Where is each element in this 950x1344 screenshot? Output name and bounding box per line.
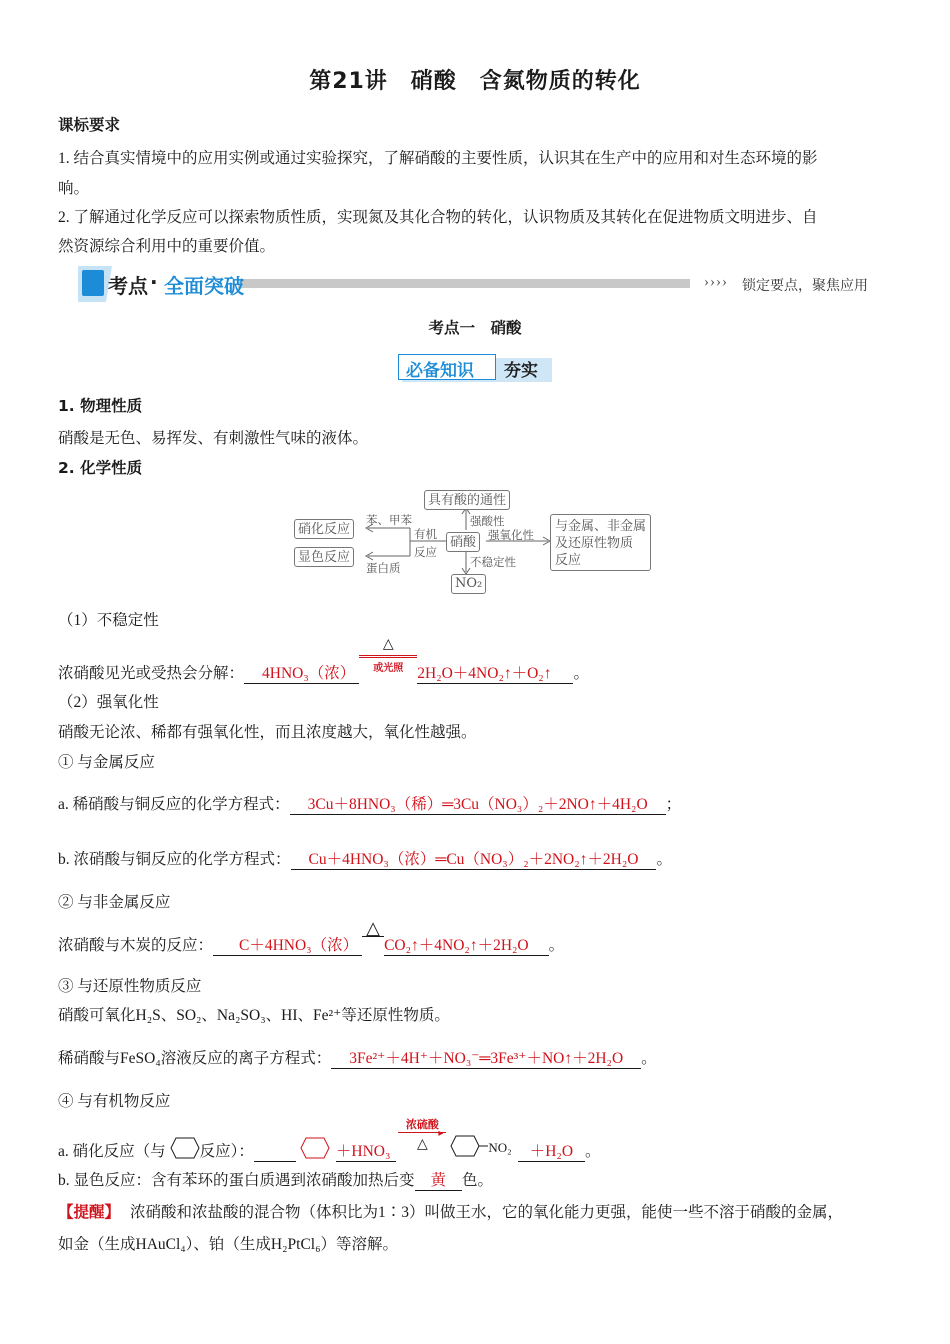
- tip-text-2: 如金（生成HAuCl₄）、铂（生成H₂PtCl₆）等溶解。: [58, 1236, 399, 1253]
- physical-heading-text: . 物理性质: [68, 397, 143, 415]
- carbon-rhs: CO₂↑＋4NO₂↑＋2H₂O: [384, 937, 549, 956]
- dilute-copper-end: ；: [665, 796, 682, 813]
- diagram-label-qiangsuan: 强酸性: [470, 516, 505, 528]
- knowledge-tag: [398, 352, 554, 382]
- conc-copper-line: [58, 847, 672, 870]
- dilute-copper-equation: 3Cu＋8HNO₃（稀）═3Cu（NO₃）₂＋2NO↑＋4H₂O: [290, 796, 666, 815]
- dilute-copper-prefix: a. 稀硝酸与铜反应的化学方程式：: [58, 796, 290, 813]
- nitration-cond-bottom: △: [417, 1137, 428, 1152]
- color-reaction-prefix: b. 显色反应：含有苯环的蛋白质遇到浓硝酸加热后变: [58, 1172, 415, 1189]
- diagram-box-center: 硝酸: [446, 532, 480, 552]
- nitric-acid-diagram: [290, 486, 660, 596]
- nitration-mid: 反应）：: [199, 1143, 254, 1160]
- chemical-heading-num: 2: [58, 459, 69, 477]
- carbon-lhs: C＋4HNO₃（浓）: [213, 937, 362, 956]
- carbon-condition: [362, 918, 384, 950]
- conc-copper-prefix: b. 浓硝酸与铜反应的化学方程式：: [58, 851, 291, 868]
- tip-label: 【提醒】: [58, 1203, 121, 1221]
- instability-heading: （1）不稳定性: [58, 612, 159, 629]
- diagram-box-color: 显色反应: [294, 547, 354, 567]
- carbon-line: [58, 918, 565, 956]
- nitration-line: [58, 1119, 601, 1162]
- requirements-heading: 课标要求: [58, 116, 121, 134]
- instability-prefix: 浓硝酸见光或受热会分解：: [58, 665, 245, 682]
- organic-heading: ④ 与有机物反应: [58, 1093, 171, 1110]
- instability-arrow: [359, 655, 417, 658]
- oxidation-heading: （2）强氧化性: [58, 694, 159, 711]
- tip-text-1: 浓硝酸和浓盐酸的混合物（体积比为1∶3）叫做王水，它的氧化能力更强，能使一些不溶于硝酸的金属，: [130, 1204, 844, 1221]
- ferrous-equation: 3Fe²⁺＋4H⁺＋NO₃⁻═3Fe³⁺＋NO↑＋2H₂O: [331, 1050, 641, 1069]
- carbon-prefix: 浓硝酸与木炭的反应：: [58, 937, 214, 954]
- instability-cond-bottom: 或光照: [373, 663, 404, 674]
- nitration-prefix: a. 硝化反应（与: [58, 1143, 166, 1160]
- diagram-label-qiangyang: 强氧化性: [488, 530, 534, 542]
- color-reaction-answer: 黄: [415, 1172, 463, 1191]
- ferrous-end: 。: [641, 1050, 657, 1067]
- benzene-icon: [166, 1143, 200, 1161]
- diagram-box-top: 具有酸的通性: [424, 490, 510, 510]
- diagram-label-buwending: 不稳定性: [470, 557, 516, 569]
- nitration-group: NO₂: [488, 1140, 512, 1155]
- instability-end: 。: [573, 665, 589, 682]
- nitration-product: ＋H₂O: [518, 1143, 585, 1162]
- chemical-heading-text: . 化学性质: [68, 459, 143, 477]
- diagram-label-youji: 有机: [414, 529, 437, 541]
- benzene-reactant-icon: [296, 1143, 336, 1161]
- knowledge-tag-suffix: 夯实: [504, 361, 538, 381]
- nitration-cond-top: 浓硫酸: [405, 1119, 439, 1131]
- conc-copper-end: 。: [656, 851, 672, 868]
- diagram-label-fanying: 反应: [414, 547, 437, 559]
- carbon-arrow: [362, 936, 384, 937]
- banner-label-quanmian: 全面突破: [164, 274, 244, 298]
- diagram-right-line-3: 反应: [555, 552, 582, 567]
- dilute-copper-line: [58, 792, 681, 815]
- banner-slogan: 锁定要点，聚焦应用: [742, 278, 868, 294]
- nitration-blank: [254, 1143, 296, 1162]
- section-title: 考点一 硝酸: [428, 319, 522, 337]
- instability-cond-top: △: [382, 637, 394, 652]
- requirement-2-line-b: 然资源综合利用中的重要价值。: [58, 238, 276, 255]
- diagram-label-benjia: 苯、甲苯: [366, 515, 412, 527]
- diagram-right-line-2: 及还原性物质: [555, 535, 634, 550]
- nitration-end: 。: [585, 1143, 601, 1160]
- diagram-box-right: [550, 514, 651, 571]
- nitration-arrowhead: ▸: [438, 1128, 444, 1139]
- nitrobenzene-ring-icon: [448, 1143, 488, 1161]
- banner-arrows: ››››: [704, 274, 728, 290]
- carbon-cond-delta: △: [366, 918, 381, 938]
- diagram-right-line-1: 与金属、非金属: [555, 518, 647, 533]
- ferrous-line: [58, 1046, 657, 1069]
- physical-heading-num: 1: [58, 397, 69, 415]
- instability-condition: [359, 637, 417, 678]
- diagram-box-no2: NO₂: [451, 574, 486, 594]
- banner-label-kaodian: 考点: [108, 274, 148, 298]
- nitration-condition: [396, 1119, 448, 1156]
- diagram-label-danbai: 蛋白质: [366, 563, 401, 575]
- tip-line-1: [58, 1200, 843, 1222]
- diagram-box-nitration: 硝化反应: [294, 519, 354, 539]
- instability-lhs: 4HNO₃（浓）: [244, 665, 359, 684]
- knowledge-tag-label: 必备知识: [406, 361, 474, 381]
- physical-heading: [58, 394, 142, 416]
- color-reaction-line: [58, 1168, 493, 1191]
- reducing-heading: ③ 与还原性物质反应: [58, 978, 202, 995]
- instability-rhs: 2H₂O＋4NO₂↑＋O₂↑: [417, 665, 573, 684]
- physical-text: 硝酸是无色、易挥发、有刺激性气味的液体。: [58, 430, 369, 447]
- carbon-end: 。: [548, 937, 565, 954]
- requirement-2-line-a: 2. 了解通过化学反应可以探索物质性质，实现氮及其化合物的转化，认识物质及其转化在促进物质文明进步、自: [58, 209, 818, 226]
- ferrous-prefix: 稀硝酸与FeSO₄溶液反应的离子方程式：: [58, 1050, 332, 1067]
- conc-copper-equation: Cu＋4HNO₃（浓）═Cu（NO₃）₂＋2NO₂↑＋2H₂O: [291, 851, 657, 870]
- metal-heading: ① 与金属反应: [58, 754, 155, 771]
- reducing-text: 硝酸可氧化H₂S、SO₂、Na₂SO₃、HI、Fe²⁺等还原性物质。: [58, 1007, 450, 1024]
- requirement-1-line-b: 响。: [58, 180, 90, 197]
- requirement-1-line-a: 1. 结合真实情境中的应用实例或通过实验探究，了解硝酸的主要性质，认识其在生产中的应用和对生态环境的影: [58, 150, 818, 167]
- oxidation-intro: 硝酸无论浓、稀都有强氧化性，而且浓度越大，氧化性越强。: [58, 724, 477, 741]
- nitration-reagent: ＋HNO₃: [336, 1143, 397, 1162]
- chemical-heading: [58, 456, 142, 478]
- banner-dot: ·: [150, 270, 158, 294]
- color-reaction-end: 色。: [462, 1172, 494, 1189]
- section-banner: [78, 266, 878, 302]
- nonmetal-heading: ② 与非金属反应: [58, 894, 171, 911]
- instability-equation: [58, 637, 589, 684]
- page-title: 第21讲 硝酸 含氮物质的转化: [309, 69, 641, 94]
